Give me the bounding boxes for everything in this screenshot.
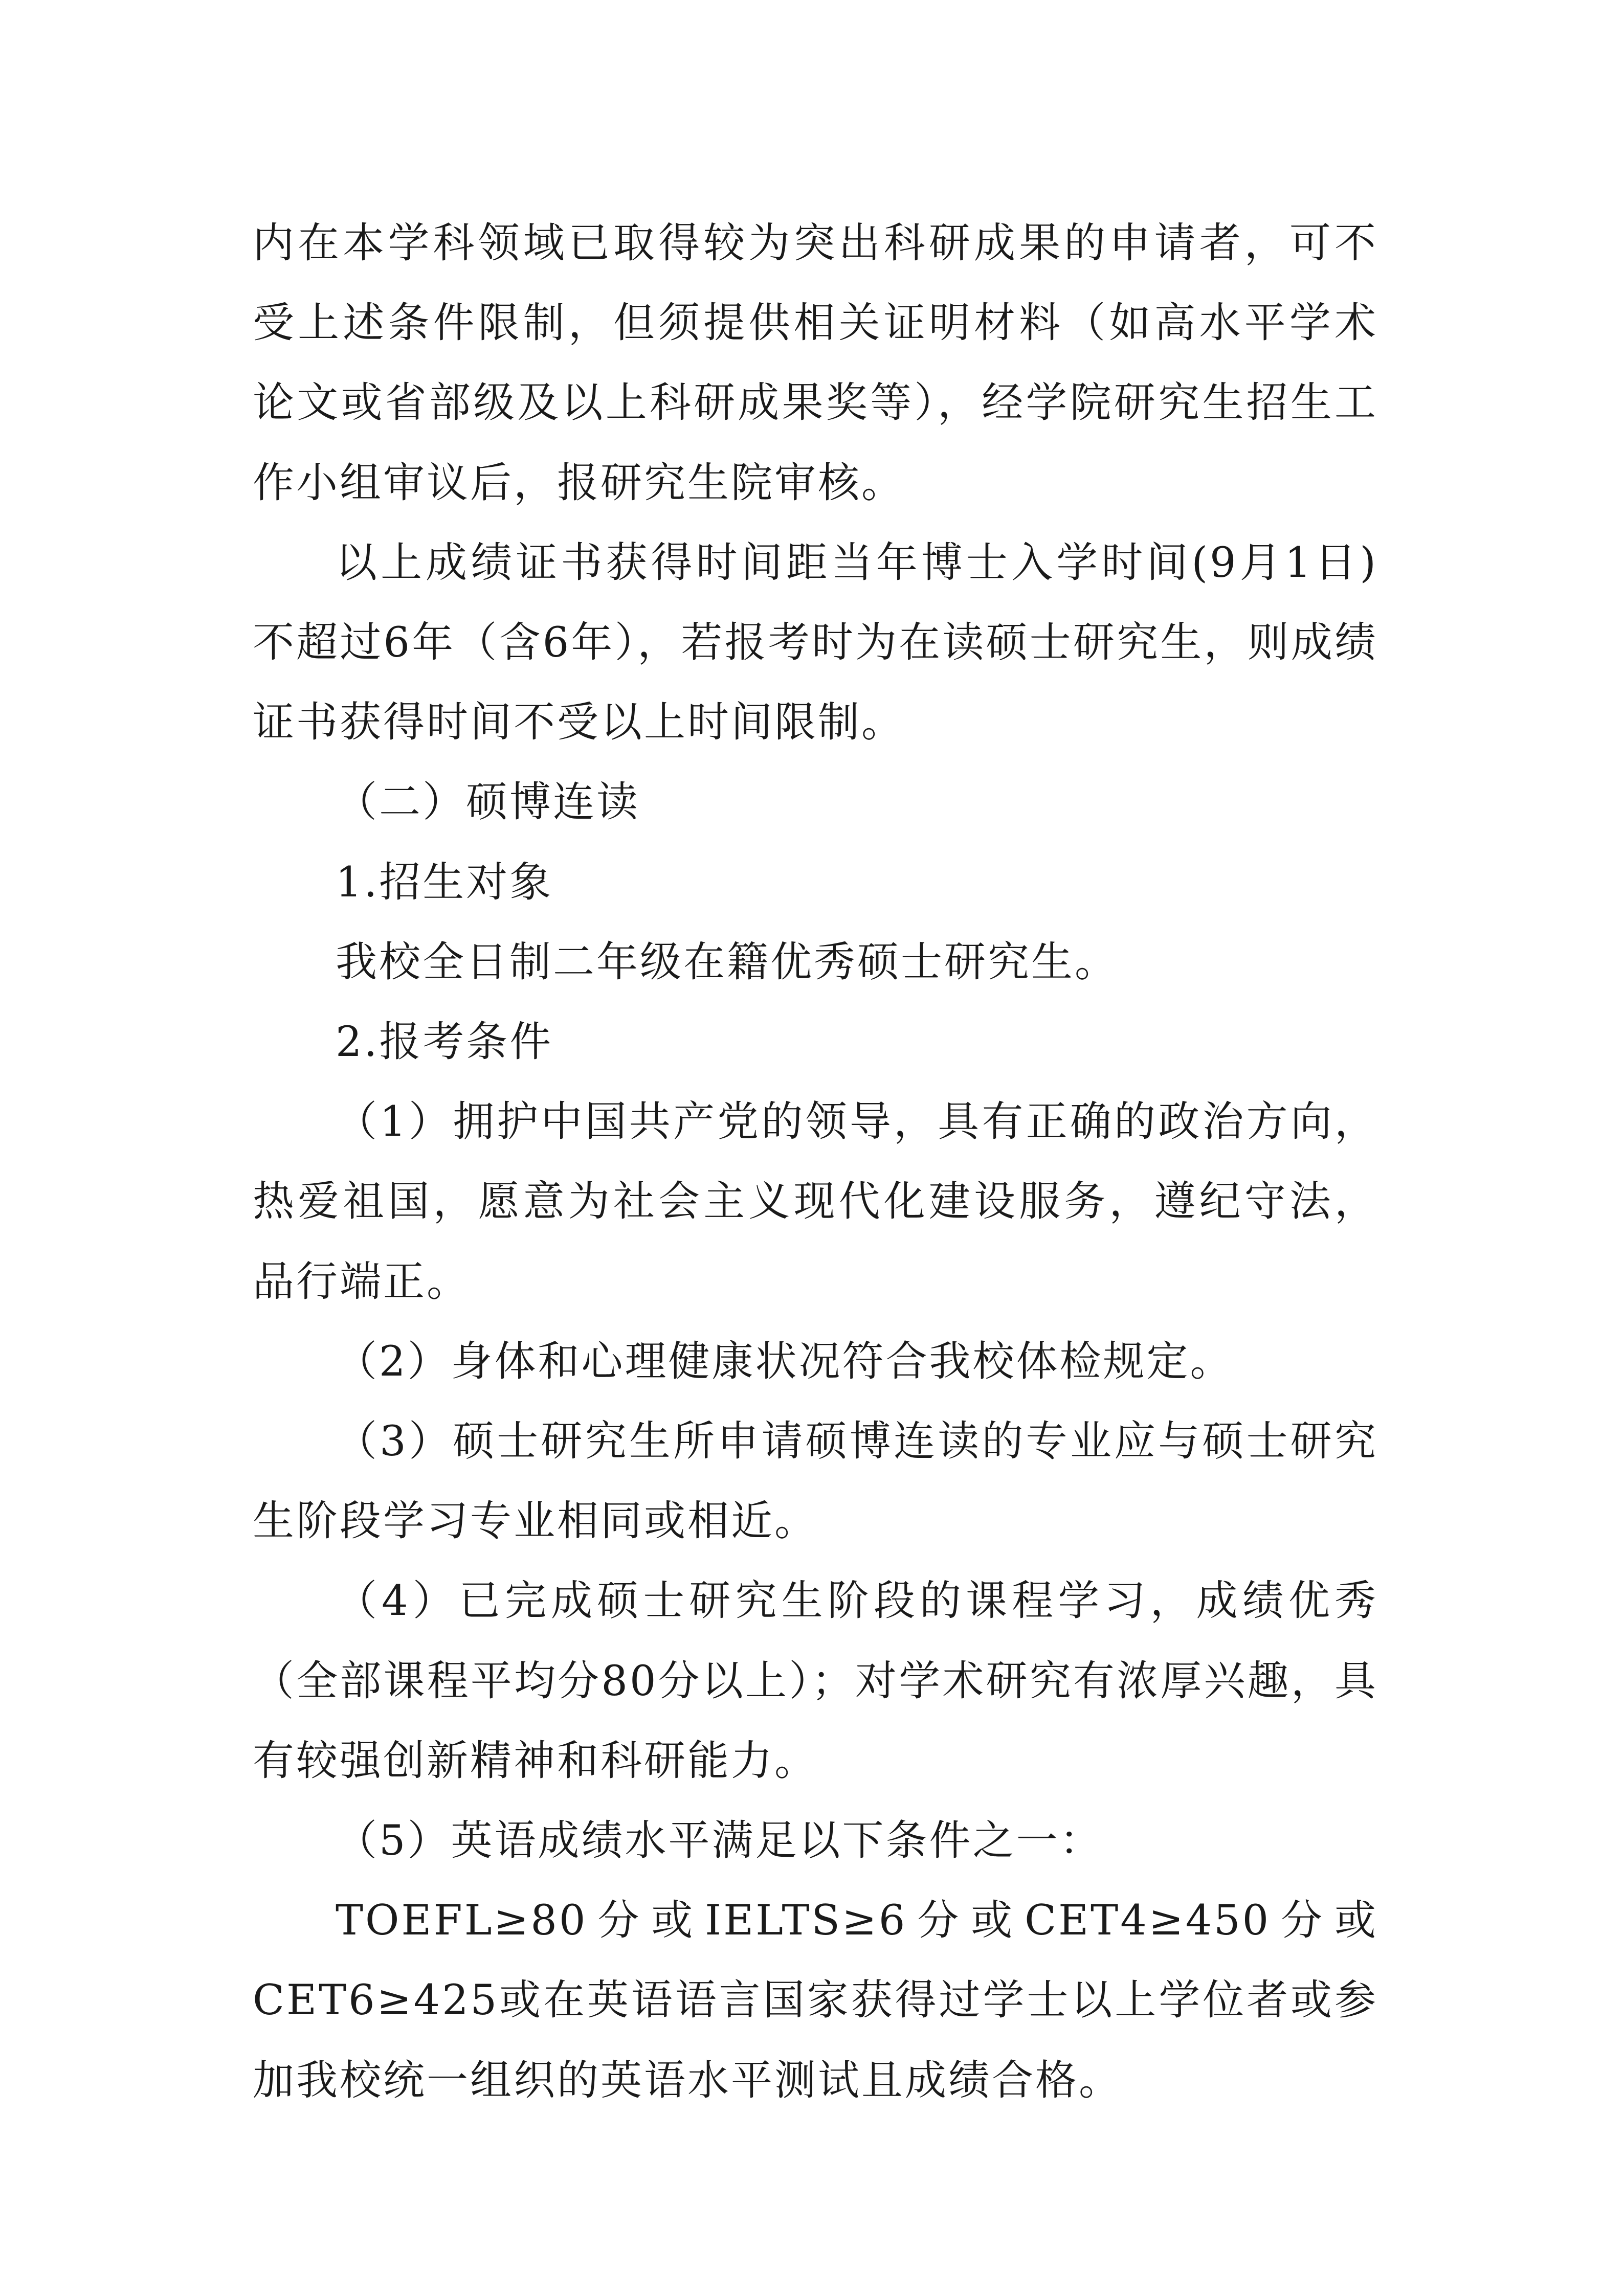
paragraph-continuation: 内在本学科领域已取得较为突出科研成果的申请者，可不受上述条件限制，但须提供相关证明材料（如高水平学术论文或省部级及以上科研成果奖等），经学院研究生招生工作小组审议后，报研究生院审核。 — [253, 219, 1378, 507]
condition-item-2: （2）身体和心理健康状况符合我校体检规定。 — [336, 1337, 1234, 1386]
condition-item-4: （4）已完成硕士研究生阶段的课程学习，成绩优秀（全部课程平均分80分以上）；对学术研究有浓厚兴趣，具有较强创新精神和科研能力。 — [253, 1577, 1378, 1785]
section-heading-master-doctor: （二）硕博连读 — [336, 778, 640, 827]
condition-item-1: （1）拥护中国共产党的领导，具有正确的政治方向，热爱祖国，愿意为社会主义现代化建设服务，遵纪守法，品行端正。 — [253, 1098, 1378, 1306]
condition-item-5: （5）英语成绩水平满足以下条件之一： — [336, 1817, 1103, 1865]
document-body — [253, 204, 1378, 2121]
subheading-application-conditions: 2.报考条件 — [336, 1018, 553, 1067]
subheading-enrollment-target: 1.招生对象 — [336, 858, 553, 907]
paragraph-certificate-time: 以上成绩证书获得时间距当年博士入学时间(9月1日)不超过6年（含6年），若报考时为在读硕士研究生，则成绩证书获得时间不受以上时间限制。 — [253, 538, 1378, 747]
paragraph-enrollment-target: 我校全日制二年级在籍优秀硕士研究生。 — [336, 938, 1119, 986]
english-requirements: TOEFL≥80分或IELTS≥6分或CET4≥450分或CET6≥425或在英语语言国家获得过学士以上学位者或参加我校统一组织的英语水平测试且成绩合格。 — [253, 1897, 1378, 2105]
condition-item-3: （3）硕士研究生所申请硕博连读的专业应与硕士研究生阶段学习专业相同或相近。 — [253, 1417, 1378, 1546]
